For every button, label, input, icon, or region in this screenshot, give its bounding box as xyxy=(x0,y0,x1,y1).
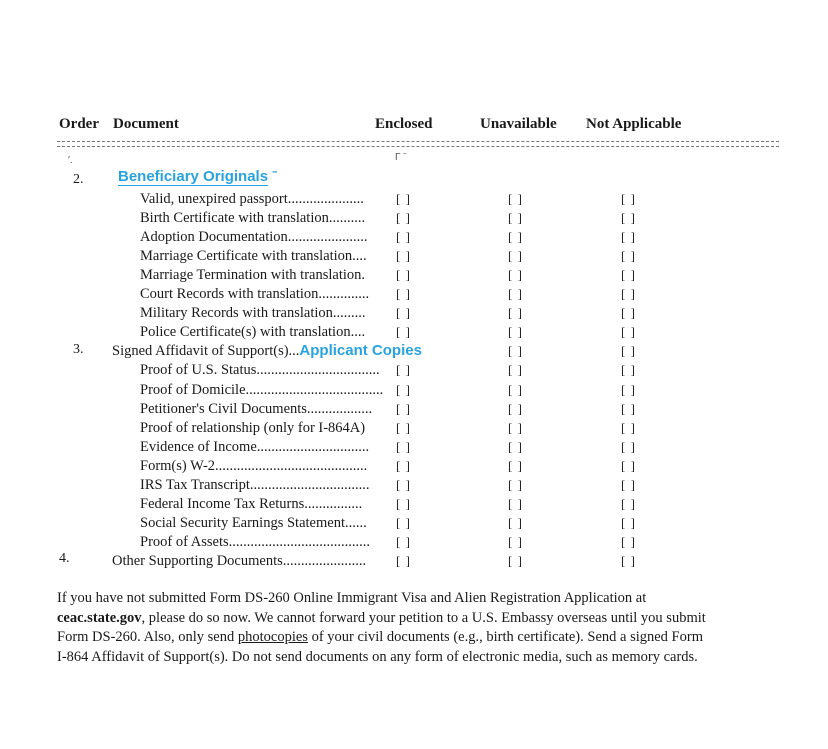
section-title: Signed Affidavit of Support(s)... xyxy=(112,343,300,359)
column-not-applicable: Not Applicable xyxy=(586,116,682,132)
header-divider-top xyxy=(57,141,779,142)
checkbox-enclosed[interactable]: [ ] xyxy=(396,248,411,264)
checkbox-unavailable[interactable]: [ ] xyxy=(508,552,523,568)
checkbox-unavailable[interactable]: [ ] xyxy=(508,229,523,245)
checkbox-enclosed[interactable]: [ ] xyxy=(396,495,411,511)
document-item: Form(s) W-2.......................................... xyxy=(140,457,368,474)
checkbox-unavailable[interactable]: [ ] xyxy=(508,495,523,511)
instructions-line: Form DS-260. Also, only send photocopies of your civil documents (e.g., birth certificate). Send a signed Form xyxy=(57,629,703,645)
checkbox-unavailable[interactable]: [ ] xyxy=(508,533,523,549)
checkbox-unavailable[interactable]: [ ] xyxy=(508,381,523,397)
document-item: Proof of U.S. Status.................................. xyxy=(140,362,380,379)
handwritten-note: Beneficiary Originals xyxy=(118,168,269,185)
column-unavailable: Unavailable xyxy=(480,116,557,132)
checkbox-unavailable[interactable]: [ ] xyxy=(508,476,523,492)
section-number: 3. xyxy=(73,342,84,357)
checkbox-not-applicable[interactable]: [ ] xyxy=(621,305,636,321)
checkbox-not-applicable[interactable]: [ ] xyxy=(621,400,636,416)
checkbox-unavailable[interactable]: [ ] xyxy=(508,400,523,416)
document-item: IRS Tax Transcript................................. xyxy=(140,476,370,493)
checkbox-unavailable[interactable]: [ ] xyxy=(508,457,523,473)
checkbox-unavailable[interactable]: [ ] xyxy=(508,191,523,206)
photocopies-emphasis: photocopies xyxy=(237,629,308,645)
document-item: Proof of relationship (only for I-864A) xyxy=(140,419,366,436)
document-item: Adoption Documentation...................... xyxy=(140,229,368,246)
checkbox-not-applicable[interactable]: [ ] xyxy=(621,210,636,226)
checkbox-not-applicable[interactable]: [ ] xyxy=(621,267,636,283)
checkbox-enclosed[interactable]: [ ] xyxy=(396,552,411,568)
checkbox-enclosed[interactable]: [ ] xyxy=(396,286,411,302)
checkbox-not-applicable[interactable]: [ ] xyxy=(621,476,636,492)
checkbox-not-applicable[interactable]: [ ] xyxy=(621,324,636,340)
checkbox-not-applicable[interactable]: [ ] xyxy=(621,343,636,359)
checkbox-unavailable[interactable]: [ ] xyxy=(508,362,523,378)
document-item: Valid, unexpired passport..................... xyxy=(140,191,364,207)
document-item: Petitioner's Civil Documents.................. xyxy=(140,400,373,417)
document-item: Other Supporting Documents....................... xyxy=(112,552,367,569)
checkbox-enclosed[interactable]: [ ] xyxy=(396,324,411,340)
section-title-affidavit xyxy=(112,342,422,360)
instructions-line: I-864 Affidavit of Support(s). Do not send documents on any form of electronic media, such as memory cards. xyxy=(57,648,698,665)
checkbox-not-applicable[interactable]: [ ] xyxy=(621,362,636,378)
instructions-line: If you have not submitted Form DS-260 Online Immigrant Visa and Alien Registration Application at xyxy=(57,590,647,606)
checkbox-not-applicable[interactable]: [ ] xyxy=(621,438,636,454)
checkbox-unavailable[interactable]: [ ] xyxy=(508,514,523,530)
document-item: Evidence of Income............................... xyxy=(140,438,370,455)
document-item: Marriage Termination with translation. xyxy=(140,267,366,284)
instructions-line: ceac.state.gov, please do so now. We cannot forward your petition to a U.S. Embassy overseas until you submit xyxy=(57,609,706,626)
document-item: Federal Income Tax Returns................ xyxy=(140,495,363,512)
document-item: Court Records with translation.............. xyxy=(140,286,370,303)
document-item: Military Records with translation......... xyxy=(140,305,366,322)
checkbox-not-applicable[interactable]: [ ] xyxy=(621,552,636,568)
document-item: Social Security Earnings Statement...... xyxy=(140,514,367,531)
header-divider-bottom xyxy=(57,146,779,147)
checkbox-unavailable[interactable]: [ ] xyxy=(508,419,523,435)
website-link[interactable]: ceac.state.gov xyxy=(57,609,142,626)
checkbox-unavailable[interactable]: [ ] xyxy=(508,286,523,302)
checkbox-enclosed[interactable]: [ ] xyxy=(396,457,411,473)
column-order: Order xyxy=(59,116,99,132)
document-item: Police Certificate(s) with translation.... xyxy=(140,324,366,341)
document-item: Marriage Certificate with translation.... xyxy=(140,248,367,265)
instructions-paragraph xyxy=(57,589,787,667)
checkbox-enclosed[interactable]: [ ] xyxy=(396,533,411,549)
checkbox-not-applicable[interactable]: [ ] xyxy=(621,248,636,264)
checkbox-not-applicable[interactable]: [ ] xyxy=(621,514,636,530)
checkbox-enclosed[interactable]: [ ] xyxy=(396,400,411,416)
stray-mark: Γ ˉ xyxy=(395,152,407,163)
checkbox-not-applicable[interactable]: [ ] xyxy=(621,381,636,397)
handwritten-beneficiary-originals: Beneficiary Originals ˉ xyxy=(118,168,278,185)
checkbox-not-applicable[interactable]: [ ] xyxy=(621,533,636,549)
checkbox-enclosed[interactable]: [ ] xyxy=(396,267,411,283)
section-number: 2. xyxy=(73,172,84,187)
checkbox-enclosed[interactable]: [ ] xyxy=(396,381,411,397)
section-number: 4. xyxy=(59,551,70,566)
checkbox-not-applicable[interactable]: [ ] xyxy=(621,457,636,473)
checkbox-enclosed[interactable]: [ ] xyxy=(396,419,411,435)
checkbox-not-applicable[interactable]: [ ] xyxy=(621,229,636,245)
checkbox-not-applicable[interactable]: [ ] xyxy=(621,286,636,302)
checkbox-enclosed[interactable]: [ ] xyxy=(396,514,411,530)
handwritten-applicant-copies: Applicant Copies xyxy=(299,342,422,359)
document-item: Birth Certificate with translation.......... xyxy=(140,210,366,227)
checkbox-unavailable[interactable]: [ ] xyxy=(508,343,523,359)
checkbox-enclosed[interactable]: [ ] xyxy=(396,191,411,206)
checkbox-enclosed[interactable]: [ ] xyxy=(396,438,411,454)
checkbox-enclosed[interactable]: [ ] xyxy=(396,305,411,321)
checkbox-enclosed[interactable]: [ ] xyxy=(396,362,411,378)
checkbox-enclosed[interactable]: [ ] xyxy=(396,476,411,492)
column-document: Document xyxy=(113,116,179,132)
checkbox-not-applicable[interactable]: [ ] xyxy=(621,419,636,435)
checkbox-enclosed[interactable]: [ ] xyxy=(396,229,411,245)
stray-mark: ′. xyxy=(68,155,73,166)
document-item: Proof of Domicile...................................... xyxy=(140,381,384,398)
checkbox-unavailable[interactable]: [ ] xyxy=(508,248,523,264)
document-item: Proof of Assets....................................... xyxy=(140,533,370,550)
checkbox-unavailable[interactable]: [ ] xyxy=(508,210,523,226)
checkbox-not-applicable[interactable]: [ ] xyxy=(621,495,636,511)
checkbox-unavailable[interactable]: [ ] xyxy=(508,438,523,454)
checkbox-unavailable[interactable]: [ ] xyxy=(508,267,523,283)
checkbox-unavailable[interactable]: [ ] xyxy=(508,324,523,340)
column-enclosed: Enclosed xyxy=(375,116,433,132)
checkbox-enclosed[interactable]: [ ] xyxy=(396,210,411,226)
checkbox-not-applicable[interactable]: [ ] xyxy=(621,191,636,206)
checkbox-unavailable[interactable]: [ ] xyxy=(508,305,523,321)
